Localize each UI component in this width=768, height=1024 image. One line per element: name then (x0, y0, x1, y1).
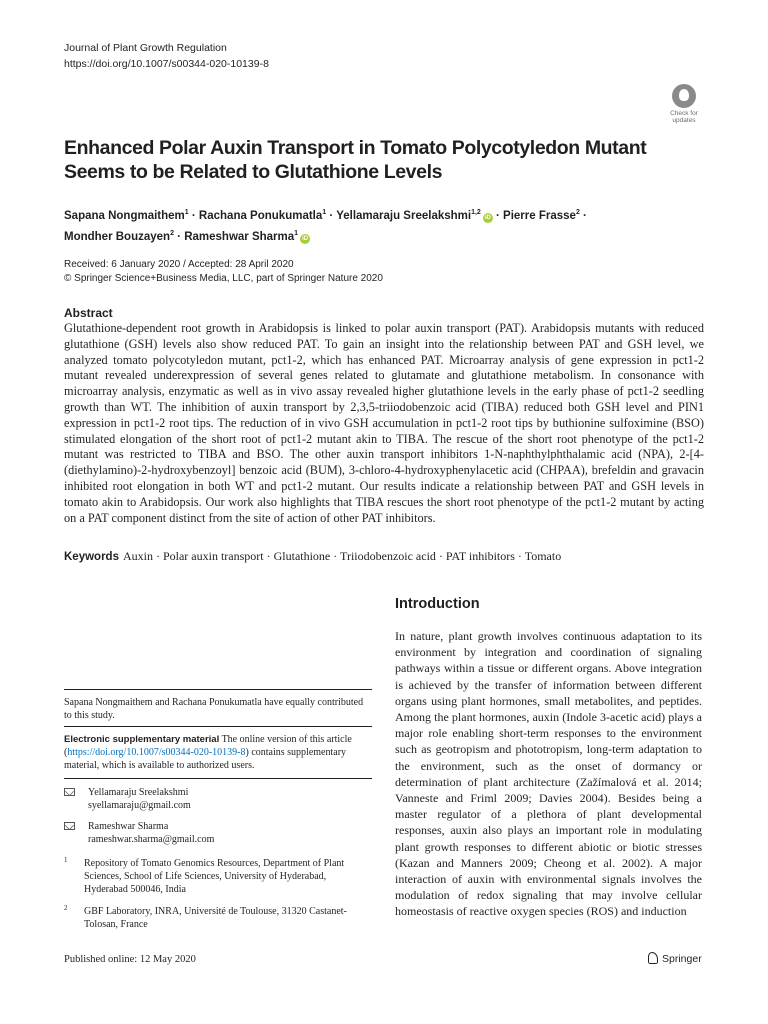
footnote-divider (64, 778, 372, 779)
introduction-heading: Introduction (395, 596, 480, 612)
orcid-icon[interactable]: iD (302, 235, 309, 242)
introduction-text: In nature, plant growth involves continuous adaptation to its environment by integration and coordination of signaling pathways within a tissue or different organs. Above integration is achieved by the transfer of information between different organs using plant hormones, small metabolites, and peptides. Among the plant hormones, auxin (Indole 3-acetic acid) plays a major role enabling short-term responses to the environment such as geotropism and phototropism, long-term adaptation to the environment, such as the onset of dormancy or determination of plant architecture (Zažímalová et al. 2014; Vanneste and Friml 2009; Davies 2004). Besides being a master regulator of a plethora of plant developmental responses, auxin also plays an important role in modulating plant growth responses to different abiotic or biotic stresses (Kazan and Manners 2009; Cheong et al. 2002). A major interaction of auxin with environmental signals involves the modulation of redox signaling that may involve cellular homeostasis of reactive oxygen species (ROS) and induction (395, 629, 702, 919)
esm-label: Electronic supplementary material (64, 734, 220, 745)
article-dates (64, 258, 383, 286)
author-name: Mondher Bouzayen (64, 230, 171, 243)
check-updates-label: Check for updates (670, 110, 698, 124)
keywords-list: Auxin · Polar auxin transport · Glutathione · Triiodobenzoic acid · PAT inhibitors · Tomato (122, 549, 562, 563)
journal-name: Journal of Plant Growth Regulation (64, 42, 227, 54)
contact-author (64, 820, 372, 846)
received-accepted: Received: 6 January 2020 / Accepted: 28 April 2020 (64, 259, 294, 270)
author-name: Rameshwar Sharma (184, 230, 295, 243)
author-name: Sapana Nongmaithem (64, 209, 185, 222)
keywords (64, 548, 704, 565)
publisher-logo: Springer (648, 952, 702, 965)
orcid-icon[interactable]: iD (484, 214, 491, 221)
footnote-divider (64, 726, 372, 727)
contact-email[interactable]: rameshwar.sharma@gmail.com (88, 834, 215, 845)
author-list (64, 204, 704, 246)
footnote-divider (64, 689, 372, 690)
envelope-icon (64, 788, 75, 796)
esm-link[interactable]: https://doi.org/10.1007/s00344-020-10139-8 (67, 747, 246, 758)
check-for-updates-badge[interactable] (664, 84, 704, 128)
contact-name: Yellamaraju Sreelakshmi (88, 787, 189, 798)
envelope-icon (64, 822, 75, 830)
contact-author (64, 786, 372, 812)
paper-title: Enhanced Polar Auxin Transport in Tomato Polycotyledon Mutant Seems to be Related to Glutathione Levels (64, 137, 647, 183)
abstract-text: Glutathione-dependent root growth in Arabidopsis is linked to polar auxin transport (PAT). Arabidopsis mutants with reduced glutathione (GSH) levels also show reduced PAT. To gain an insight into the relationship between PAT and GSH level, we analyzed tomato polycotyledon mutant, pct1-2, which has enhanced PAT. Microarray analysis of gene expression in pct1-2 mutant revealed underexpression of several genes related to glutamate and glutathione metabolism. In consonance with microarray analysis, enzymatic as well as in vivo assay revealed higher glutathione levels in the early phase of pct1-2 seedling growth than WT. The inhibition of auxin transport by 2,3,5-triiodobenzoic acid (TIBA) reduced both GSH level and PIN1 expression in pct1-2 root tips. The reduction of in vivo GSH accumulation in pct1-2 root tips by buthionine sulfoximine (BSO) stimulated elongation of the short root of pct1-2 mutant akin to TIBA. The rescue of the short root phenotype of the pct1-2 mutant was restricted to TIBA and BSO. The other auxin transport inhibitors 1-N-naphthylphthalamic acid (NPA), 2-[4-(diethylamino)-2-hydroxybenzoyl] benzoic acid (BUM), 3-chloro-4-hydroxyphenylacetic acid (CHPAA), brefeldin and gravacin inhibited root elongation in both WT and pct1-2 mutant. Our results indicate a relationship between PAT and GSH levels in tomato akin to Arabidopsis. Our work also highlights that TIBA rescues the short root phenotype of the pct1-2 mutant by acting on a PAT component distinct from the site of action of other PAT inhibitors. (64, 321, 704, 525)
contact-email[interactable]: syellamaraju@gmail.com (88, 800, 191, 811)
keywords-label: Keywords (64, 551, 119, 563)
author-line-1: Sapana Nongmaithem$^1$ · Rachana Ponukumatla$^1$ · Yellamaraju Sreelakshmi$^{1,2}$iD · Pierre Frasse$^2$ · (64, 209, 587, 222)
affiliation: 1 Repository of Tomato Genomics Resources, Department of Plant Sciences, School of Life Sciences, University of Hyderabad, Hyderabad 500046, India (64, 856, 345, 895)
published-date: Published online: 12 May 2020 (64, 954, 196, 965)
author-name: Pierre Frasse (503, 209, 576, 222)
author-line-2: Mondher Bouzayen$^2$ · Rameshwar Sharma$^1$iD (64, 229, 309, 243)
check-updates-icon (672, 84, 696, 108)
supplementary-note: Electronic supplementary material The online version of this article (https://doi.org/10.1007/s00344-020-10139-8) contains supplementary material, which is available to authorized users. (64, 734, 352, 771)
equal-contribution-note: Sapana Nongmaithem and Rachana Ponukumatla have equally contributed to this study. (64, 697, 364, 721)
contact-name: Rameshwar Sharma (88, 821, 169, 832)
affiliation: 2 GBF Laboratory, INRA, Université de Toulouse, 31320 Castanet-Tolosan, France (64, 904, 347, 930)
springer-horse-icon (648, 952, 658, 964)
author-name: Rachana Ponukumatla (198, 209, 323, 222)
abstract-heading: Abstract (64, 306, 113, 320)
journal-header (64, 40, 269, 72)
doi-link[interactable]: https://doi.org/10.1007/s00344-020-10139-8 (64, 58, 269, 70)
copyright: © Springer Science+Business Media, LLC, part of Springer Nature 2020 (64, 273, 383, 284)
author-name: Yellamaraju Sreelakshmi (336, 209, 472, 222)
